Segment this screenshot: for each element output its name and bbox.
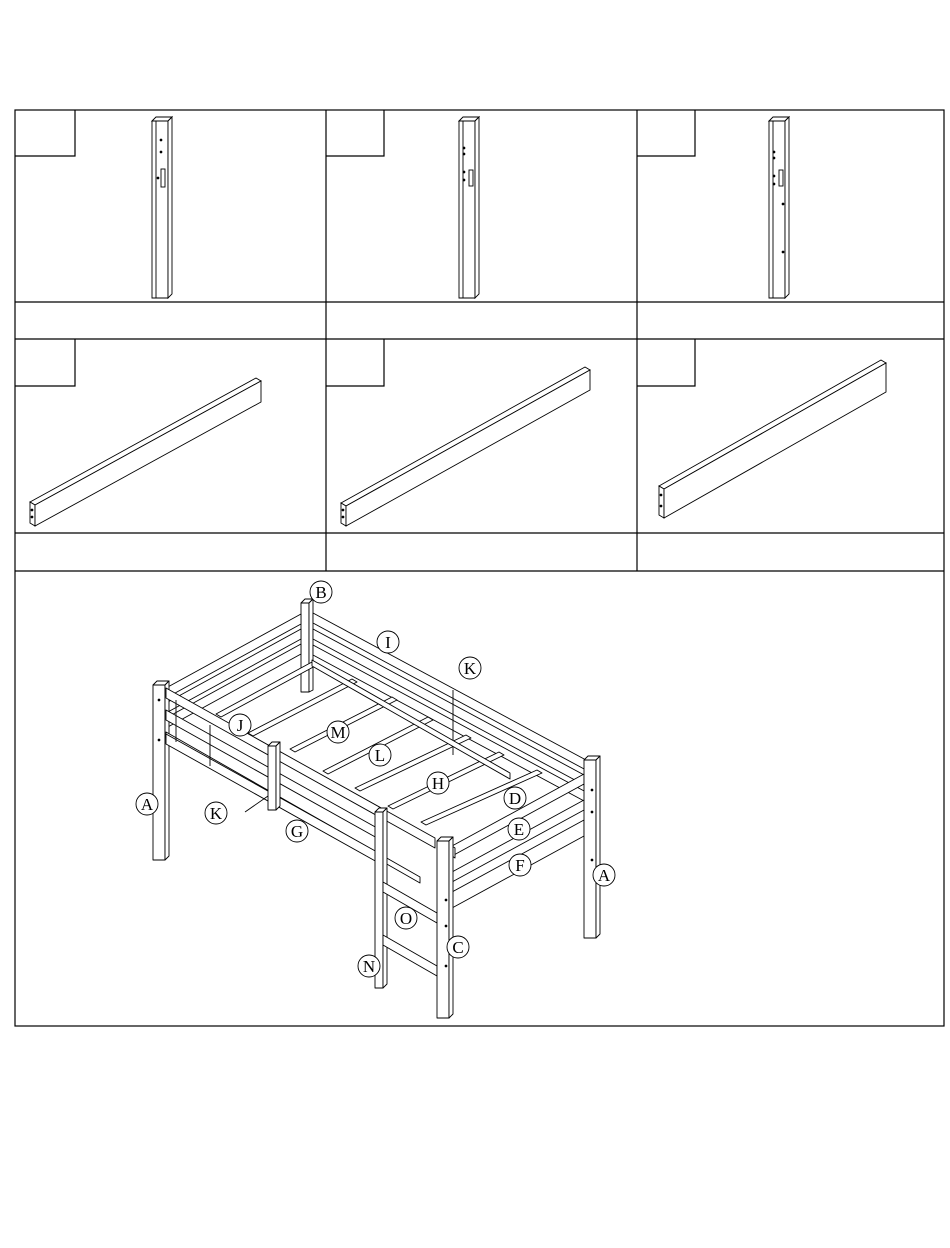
callout-j: [229, 714, 251, 736]
callout-m: [327, 721, 349, 743]
callout-d-text: D: [508, 789, 522, 808]
callout-o-text: O: [399, 909, 413, 928]
part-rail-1: [30, 378, 261, 526]
leader-lines: [245, 796, 268, 812]
callout-k-left: [205, 802, 227, 824]
callout-o: [395, 907, 417, 929]
post-a-right: [584, 756, 600, 938]
callout-m-text: M: [330, 723, 346, 742]
guard-post-k: [268, 742, 280, 810]
callout-h: [427, 772, 449, 794]
callout-g-text: G: [290, 822, 304, 841]
callout-n: [358, 955, 380, 977]
callout-e-text: E: [513, 820, 525, 839]
callout-k-left-text: K: [209, 804, 223, 823]
part-id-box-5: [326, 339, 384, 386]
callout-b: [310, 581, 332, 603]
callout-k-top: [459, 657, 481, 679]
callout-a-right: [593, 864, 615, 886]
part-post-2: [459, 117, 479, 298]
callout-a-left-text: A: [140, 795, 154, 814]
part-id-box-3: [637, 110, 695, 156]
callout-a-right-text: A: [597, 866, 611, 885]
part-id-box-6: [637, 339, 695, 386]
part-id-boxes: [15, 110, 695, 386]
callout-l-text: L: [374, 746, 386, 765]
callout-g: [286, 820, 308, 842]
part-rail-3: [659, 360, 886, 518]
post-a-left: [153, 681, 169, 860]
callout-a-left: [136, 793, 158, 815]
back-short-rails: [166, 614, 301, 728]
back-long-rails: [313, 613, 586, 802]
callout-i-text: I: [385, 633, 391, 652]
part-id-box-1: [15, 110, 75, 156]
callout-n-text: N: [362, 957, 376, 976]
callout-f: [509, 854, 531, 876]
callout-i: [377, 631, 399, 653]
callout-j-text: J: [236, 716, 244, 735]
callout-c: [447, 936, 469, 958]
part-id-box-2: [326, 110, 384, 156]
callout-h-text: H: [431, 774, 445, 793]
part-post-3: [769, 117, 789, 298]
callout-d: [504, 787, 526, 809]
callout-k-top-text: K: [463, 659, 477, 678]
ladder-rungs-o: [383, 882, 437, 976]
part-rail-2: [341, 367, 590, 526]
callout-e: [508, 818, 530, 840]
post-back-corner: [301, 599, 313, 692]
callout-f-text: F: [515, 856, 525, 875]
callout-l: [369, 744, 391, 766]
part-id-box-4: [15, 339, 75, 386]
callout-c-text: C: [452, 938, 464, 957]
post-c: [437, 837, 453, 1018]
part-post-1: [152, 117, 172, 298]
callout-b-text: B: [315, 583, 327, 602]
